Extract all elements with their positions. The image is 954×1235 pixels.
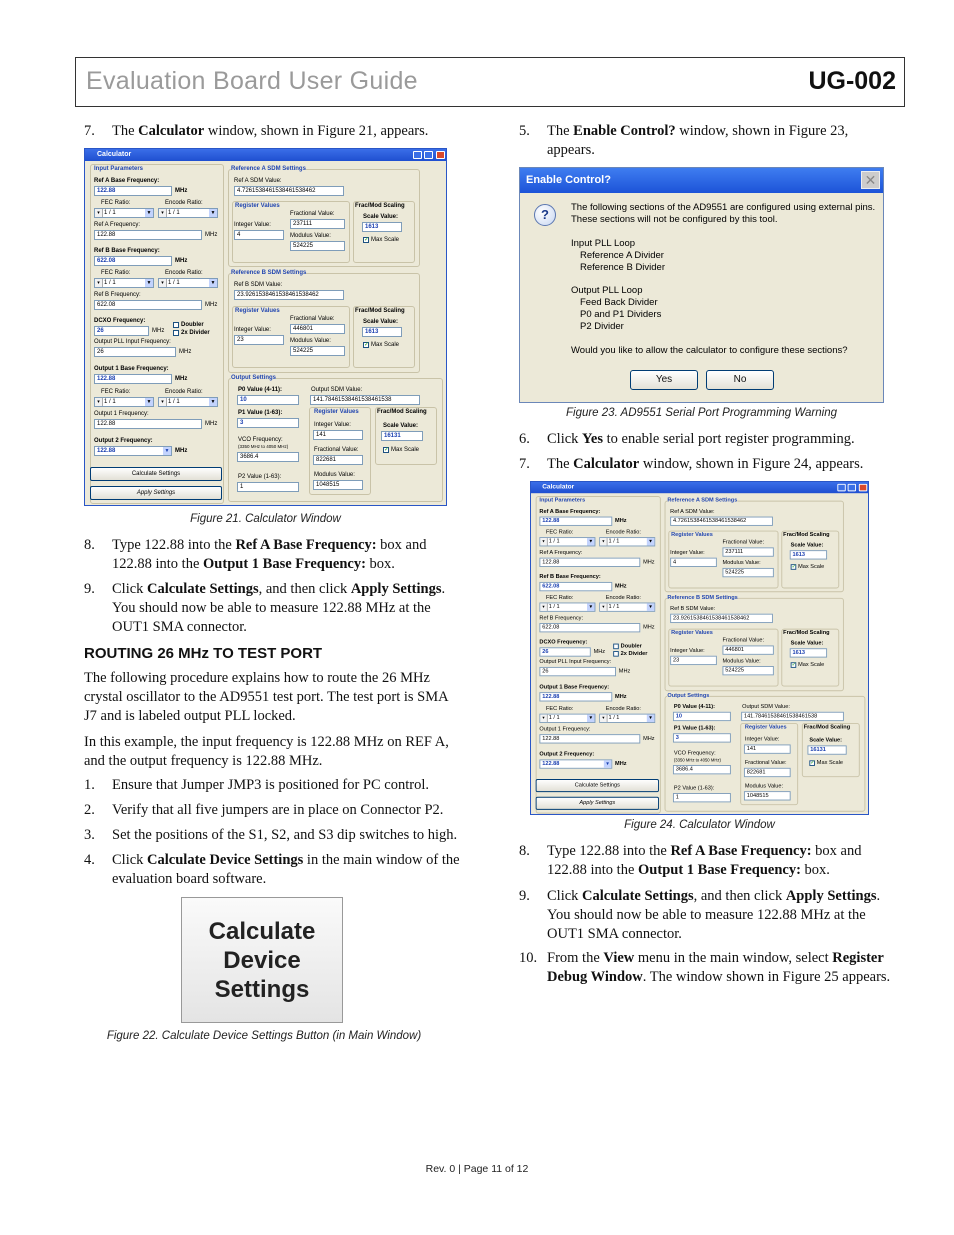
ref-b-base-frequency-input[interactable]: 622.08 <box>539 582 612 591</box>
ref-a-modulus-value[interactable]: 524225 <box>290 241 345 251</box>
p1-value-input[interactable]: 3 <box>237 418 299 428</box>
ref-b-integer-value[interactable]: 23 <box>670 656 717 665</box>
ref-b-integer-value[interactable]: 23 <box>234 335 284 345</box>
intro-paragraph: The following procedure explains how to route the 26 MHz crystal oscillator to the AD9551 test port. The test port is SMA J7 and is labeled output PLL locked. <box>84 670 449 724</box>
output-max-scale-checkbox[interactable]: ✓ <box>384 447 390 453</box>
output-sdm-value-field[interactable]: 141.78461538461538461538 <box>741 712 844 721</box>
chevron-down-icon: ▼ <box>146 280 152 286</box>
p2-value-input[interactable]: 1 <box>237 482 299 492</box>
ref-b-fractional-value[interactable]: 446801 <box>722 645 773 654</box>
vco-frequency-field[interactable]: 3686.4 <box>673 765 731 774</box>
2x-divider-checkbox[interactable] <box>613 651 619 657</box>
ref-b-fec-ratio-select[interactable]: ▾ 1 / 1 ▼ <box>539 602 595 611</box>
minimize-icon[interactable] <box>837 484 845 491</box>
ref-a-scale-value[interactable]: 1613 <box>790 550 827 559</box>
output-2-frequency-select[interactable]: 122.88 ▼ <box>539 759 612 768</box>
no-button[interactable]: No <box>706 370 774 390</box>
maximize-icon[interactable] <box>424 151 433 159</box>
output-modulus-value[interactable]: 1048515 <box>313 480 363 490</box>
chevron-down-icon: ▼ <box>588 538 594 545</box>
page-footer: Rev. 0 | Page 11 of 12 <box>425 1163 529 1175</box>
chevron-down-icon: ▼ <box>648 715 653 722</box>
p0-value-input[interactable]: 10 <box>237 395 299 405</box>
document-code: UG-002 <box>808 67 896 95</box>
output-pll-input-frequency-field[interactable]: 26 <box>539 667 616 676</box>
calculator-window-figure-24: Calculator Input Parameters Ref A Base Frequency: 122.88 MHz FEC Ratio: Encode Ratio: ▾ 1 / 1 ▼ ▾ 1 / 1 ▼ Ref A Frequency: 122.88 MHz Ref B Base Frequency: 622.08 MHz FEC Ratio: Encode Ratio: ▾ 1 / 1 ▼ ▾ 1 / 1 ▼ Ref B Frequency: 622.08 MHz DCXO Frequency: 26 MHz Doubler 2x Divider Output PLL Input Frequency: 26 MHz Output 1 Base Frequency: 122.88 MHz FEC Ratio: Encode Ratio: ▾ 1 / 1 ▼ ▾ 1 / 1 ▼ Output 1 Frequency: 122.88 MHz Output 2 Frequency: 122.88 ▼ MHz Calculate Settings Apply Settings Reference A SDM Settings Ref A SDM Value: 4.7261538461538461538462 Register Values Fractional Value: 237111 Integer Value: 4 Modulus Value: 524225 Frac/Mod Scaling Scale Value: 1613 ✓ Max Scale Reference B SDM Settings Ref B SDM Value: 23.9261538461538461538462 Register Values Fractional Value: 446801 Integer Value: 23 Modulus Value: 524225 Frac/Mod Scaling Scale Value: 1613 ✓ Max Scale Output Settings P0 Value (4-11): 10 Output SDM Value: 141.78461538461538461538 P1 Value (1-63): 3 VCO Frequency: (3350 MHz to 4050 MHz) 3686.4 P2 Value (1-63): 1 Register Values Integer Value: 141 Fractional Value: 822681 Modulus Value: 1048515 Frac/Mod Scaling Scale Value: 16131 ✓ Max Scale <box>530 481 869 815</box>
p1-value-input[interactable]: 3 <box>673 733 731 742</box>
ref-a-scale-value[interactable]: 1613 <box>362 222 402 232</box>
ref-b-scale-value[interactable]: 1613 <box>362 327 402 337</box>
output-fractional-value[interactable]: 822681 <box>313 455 363 465</box>
ref-a-modulus-value[interactable]: 524225 <box>722 568 773 577</box>
ref-b-sdm-value-field[interactable]: 23.9261538461538461538462 <box>234 290 344 300</box>
doubler-checkbox[interactable] <box>173 322 179 328</box>
dialog-title: Enable Control? <box>520 168 883 193</box>
output-integer-value[interactable]: 141 <box>744 744 791 753</box>
ref-a-max-scale-checkbox[interactable]: ✓ <box>791 564 797 570</box>
enable-control-dialog: Enable Control? ✕ ? The following sections of the AD9551 are configured using external pins. These sections will not be configured by this tool. Input PLL Loop Reference A Divider Reference B Divider Output PLL Loop Feed Back Divider P0 and P1 Dividers P2 Divider Would you like to allow the calculator to configure these sections? Yes No <box>519 167 884 403</box>
minimize-icon[interactable] <box>413 151 422 159</box>
chevron-down-icon: ▼ <box>210 399 216 405</box>
ref-a-encode-ratio-select[interactable]: ▾ 1 / 1 ▼ <box>158 208 218 218</box>
output-2-frequency-select[interactable]: 122.88 ▼ <box>94 446 172 456</box>
ref-b-fec-ratio-select[interactable]: ▾ 1 / 1 ▼ <box>94 278 154 288</box>
ref-a-fractional-value[interactable]: 237111 <box>290 219 345 229</box>
output-fec-ratio-select[interactable]: ▾ 1 / 1 ▼ <box>539 714 595 723</box>
close-icon[interactable]: ✕ <box>861 171 880 189</box>
chevron-down-icon: ▼ <box>146 210 152 216</box>
output-scale-value[interactable]: 16131 <box>807 745 846 754</box>
chevron-down-icon: ▼ <box>648 538 653 545</box>
output-max-scale-checkbox[interactable]: ✓ <box>810 760 815 766</box>
apply-settings-button[interactable]: Apply Settings <box>536 797 659 810</box>
ref-b-scale-value[interactable]: 1613 <box>790 648 827 657</box>
ref-b-max-scale-checkbox[interactable]: ✓ <box>364 342 370 348</box>
example-paragraph: In this example, the input frequency is 122.88 MHz on REF A, and the output frequency is 122.88 MHz. <box>84 734 449 769</box>
maximize-icon[interactable] <box>848 484 856 491</box>
calculate-device-settings-button[interactable]: Calculate Device Settings <box>181 897 343 1023</box>
ref-b-frequency-field[interactable]: 622.08 <box>94 300 202 310</box>
close-icon[interactable] <box>436 151 445 159</box>
ref-a-base-frequency-input[interactable]: 122.88 <box>539 517 612 526</box>
calculator-window-figure-21: Calculator Input Parameters Ref A Base Frequency: 122.88 MHz FEC Ratio: Encode Ratio: ▾ 1 / 1 ▼ ▾ 1 / 1 ▼ Ref A Frequency: 122.88 MHz Ref B Base Frequency: 622.08 MHz FEC Ratio: Encode Ratio: ▾ 1 / 1 ▼ ▾ 1 / 1 ▼ Ref B Frequency: 622.08 MHz DCXO Frequency: 26 MHz Doubler 2x Divider Output PLL Input Frequency: 26 MHz Output 1 Base Frequency: 122.88 MHz FEC Ratio: Encode Ratio: ▾ 1 / 1 ▼ ▾ 1 / 1 ▼ Output 1 Frequency: 122.88 MHz Output 2 Frequency: 122.88 ▼ MHz Calculate Settings Apply Settings Reference A SDM Settings Ref A SDM Value: 4.7261538461538461538462 Register Values Fractional Value: 237111 Integer Value: 4 Modulus Value: 524225 Frac/Mod Scaling Scale Value: 1613 ✓ Max Scale Reference B SDM Settings Ref B SDM Value: 23.9261538461538461538462 Register Values Fractional Value: 446801 Integer Value: 23 Modulus Value: 524225 Frac/Mod Scaling Scale Value: 1613 ✓ Max Scale Output Settings P0 Value (4-11): 10 Output SDM Value: 141.78461538461538461538 P1 Value (1-63): 3 VCO Frequency: (3350 MHz to 4050 MHz) 3686.4 P2 Value (1-63): 1 Register Values Integer Value: 141 Fractional Value: 822681 Modulus Value: 1048515 Frac/Mod Scaling Scale Value: 16131 ✓ Max Scale <box>84 148 447 506</box>
output-1-base-frequency-input[interactable]: 122.88 <box>94 374 172 384</box>
output-1-frequency-field[interactable]: 122.88 <box>539 734 640 743</box>
section-heading: ROUTING 26 MHz TO TEST PORT <box>84 645 323 662</box>
chevron-down-icon: ▼ <box>164 448 170 454</box>
page-header <box>75 57 905 107</box>
ref-b-max-scale-checkbox[interactable]: ✓ <box>791 662 797 668</box>
ref-b-base-frequency-input[interactable]: 622.08 <box>94 256 172 266</box>
ref-b-modulus-value[interactable]: 524225 <box>290 346 345 356</box>
output-encode-ratio-select[interactable]: ▾ 1 / 1 ▼ <box>158 397 218 407</box>
ref-a-sdm-value-field[interactable]: 4.7261538461538461538462 <box>670 517 773 526</box>
guide-title: Evaluation Board User Guide <box>86 67 418 95</box>
output-sdm-value-field[interactable]: 141.78461538461538461538 <box>310 395 420 405</box>
output-encode-ratio-select[interactable]: ▾ 1 / 1 ▼ <box>599 714 655 723</box>
ref-a-integer-value[interactable]: 4 <box>670 558 717 567</box>
dcxo-frequency-input[interactable]: 26 <box>539 647 590 656</box>
calculator-titlebar: Calculator <box>85 149 447 161</box>
chevron-down-icon: ▼ <box>210 280 216 286</box>
dcxo-frequency-input[interactable]: 26 <box>94 326 149 336</box>
calculator-titlebar: Calculator <box>531 482 869 493</box>
ref-b-frequency-field[interactable]: 622.08 <box>539 623 640 632</box>
output-1-frequency-field[interactable]: 122.88 <box>94 419 202 429</box>
apply-settings-button[interactable]: Apply Settings <box>90 486 222 500</box>
ref-a-max-scale-checkbox[interactable]: ✓ <box>364 237 370 243</box>
output-fec-ratio-select[interactable]: ▾ 1 / 1 ▼ <box>94 397 154 407</box>
output-modulus-value[interactable]: 1048515 <box>744 791 791 800</box>
chevron-down-icon: ▼ <box>146 399 152 405</box>
yes-button[interactable]: Yes <box>630 370 698 390</box>
output-pll-input-frequency-field[interactable]: 26 <box>94 347 176 357</box>
2x-divider-checkbox[interactable] <box>173 330 179 336</box>
output-scale-value[interactable]: 16131 <box>381 431 423 441</box>
figure-21-caption: Figure 21. Calculator Window <box>190 513 341 525</box>
chevron-down-icon: ▼ <box>605 761 610 767</box>
ref-a-fractional-value[interactable]: 237111 <box>722 547 773 556</box>
chevron-down-icon: ▼ <box>588 715 594 722</box>
ref-a-base-frequency-input[interactable]: 122.88 <box>94 186 172 196</box>
chevron-down-icon: ▼ <box>588 604 594 610</box>
ref-b-encode-ratio-select[interactable]: ▾ 1 / 1 ▼ <box>158 278 218 288</box>
ref-a-fec-ratio-select[interactable]: ▾ 1 / 1 ▼ <box>539 537 595 546</box>
ref-b-encode-ratio-select[interactable]: ▾ 1 / 1 ▼ <box>599 602 655 611</box>
chevron-down-icon: ▼ <box>648 604 653 610</box>
ref-b-modulus-value[interactable]: 524225 <box>722 666 773 675</box>
vco-frequency-field[interactable]: 3686.4 <box>237 452 299 462</box>
figure-22-caption: Figure 22. Calculate Device Settings Button (in Main Window) <box>106 1030 422 1042</box>
chevron-down-icon: ▼ <box>210 210 216 216</box>
question-icon: ? <box>534 204 556 226</box>
ref-b-fractional-value[interactable]: 446801 <box>290 324 345 334</box>
close-icon[interactable] <box>859 484 867 491</box>
ref-a-frequency-field[interactable]: 122.88 <box>94 230 202 240</box>
ref-a-frequency-field[interactable]: 122.88 <box>539 558 640 567</box>
doubler-checkbox[interactable] <box>613 644 619 650</box>
figure-24-caption: Figure 24. Calculator Window <box>624 819 775 831</box>
calculate-settings-button[interactable]: Calculate Settings <box>536 779 659 792</box>
figure-23-caption: Figure 23. AD9551 Serial Port Programming Warning <box>565 407 837 419</box>
ref-a-fec-ratio-select[interactable]: ▾ 1 / 1 ▼ <box>94 208 154 218</box>
ref-a-integer-value[interactable]: 4 <box>234 230 284 240</box>
output-1-base-frequency-input[interactable]: 122.88 <box>539 692 612 701</box>
p0-value-input[interactable]: 10 <box>673 712 731 721</box>
ref-b-sdm-value-field[interactable]: 23.9261538461538461538462 <box>670 614 773 623</box>
output-integer-value[interactable]: 141 <box>313 430 363 440</box>
ref-a-encode-ratio-select[interactable]: ▾ 1 / 1 ▼ <box>599 537 655 546</box>
calculate-settings-button[interactable]: Calculate Settings <box>90 467 222 481</box>
p2-value-input[interactable]: 1 <box>673 793 731 802</box>
output-fractional-value[interactable]: 822681 <box>744 768 791 777</box>
ref-a-sdm-value-field[interactable]: 4.7261538461538461538462 <box>234 186 344 196</box>
